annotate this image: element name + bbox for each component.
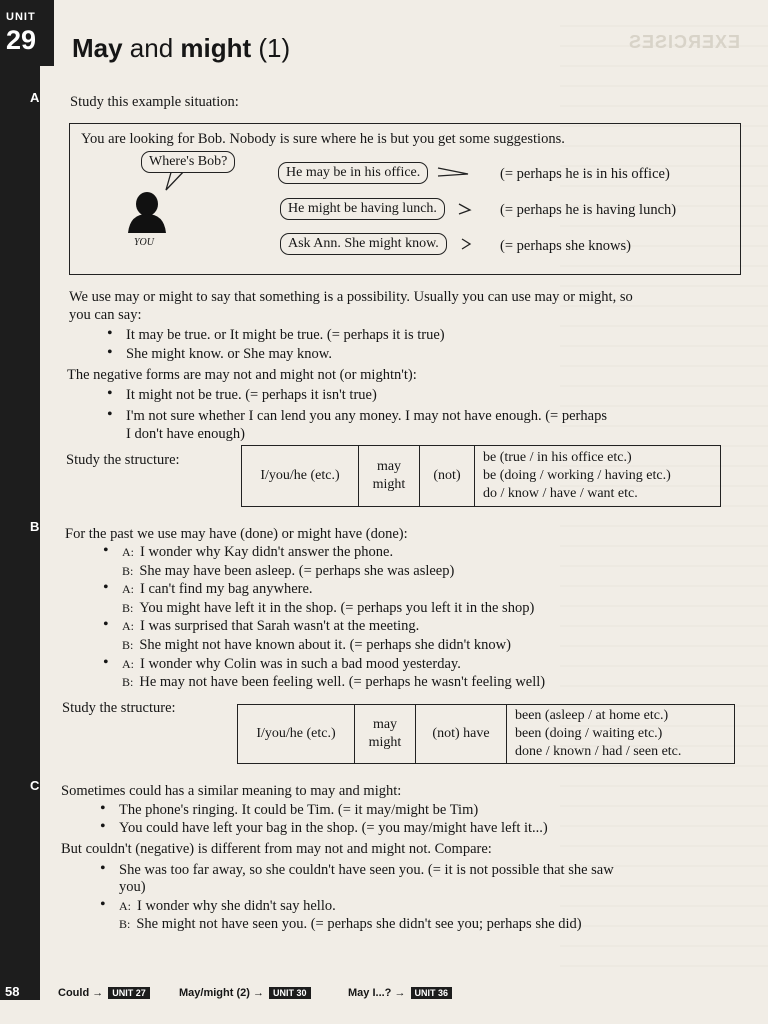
a-example-4-line2: I don't have enough)	[126, 426, 245, 442]
c-example-1: • The phone's ringing. It could be Tim. (= it may/might be Tim)	[119, 801, 478, 819]
section-b-intro: For the past we use may have (done) or might have (done):	[65, 526, 408, 542]
a-structure-label: Study the structure:	[66, 452, 180, 468]
title-and: and	[122, 33, 181, 63]
a-table-subject: I/you/he (etc.)	[242, 446, 359, 507]
person-silhouette-icon	[128, 192, 166, 233]
a-table-form-2: be (doing / working / having etc.)	[483, 468, 671, 483]
suggestion-bubble-2: He might be having lunch.	[280, 198, 445, 220]
c-example-3-line1: • She was too far away, so she couldn't have seen you. (= it is not possible that she saw	[119, 861, 614, 879]
a-example-3: • It might not be true. (= perhaps it isn't true)	[126, 386, 377, 404]
footer-link-may-i-text: May I...?	[348, 987, 392, 999]
c-example-3-line2: you)	[119, 879, 146, 895]
speaker-b-label: B:	[122, 638, 134, 652]
mirrored-exercises-heading: EXERCISES	[628, 32, 741, 52]
b-structure-label: Study the structure:	[62, 700, 176, 716]
b-dialogue-4-a	[122, 655, 461, 673]
you-label: YOU	[134, 237, 155, 248]
b-line-4b: He may not have been feeling well. (= perhaps he wasn't feeling well)	[139, 674, 546, 690]
b-table-may: may	[372, 717, 398, 732]
b-line-3b: She might not have known about it. (= perhaps she didn't know)	[139, 637, 511, 653]
speaker-a-label: A:	[122, 619, 134, 633]
c-compare-intro: But couldn't (negative) is different from may not and might not. Compare:	[61, 841, 492, 857]
section-a-marker: A	[30, 90, 40, 105]
section-b-marker: B	[30, 519, 40, 534]
suggestion-bubble-3: Ask Ann. She might know.	[280, 233, 447, 255]
footer-link-may-might-2[interactable]	[179, 987, 311, 999]
situation-text: You are looking for Bob. Nobody is sure where he is but you get some suggestions.	[81, 131, 565, 147]
b-table-not-have: (not) have	[416, 705, 507, 764]
a-table-not: (not)	[420, 446, 475, 507]
unit-number: 29	[6, 25, 37, 55]
a-example-4-line1: • I'm not sure whether I can lend you any money. I may not have enough. (= perhaps	[126, 407, 607, 425]
b-dialogue-1-b	[122, 562, 454, 580]
unit-badge: UNIT 36	[411, 987, 453, 999]
speaker-b-label: B:	[122, 675, 134, 689]
speaker-a-label: A:	[119, 899, 131, 913]
a-table-may: may	[376, 459, 402, 474]
speaker-a-label: A:	[122, 582, 134, 596]
a-structure-table	[241, 445, 721, 507]
b-line-2b: You might have left it in the shop. (= perhaps you left it in the shop)	[139, 600, 535, 616]
arrow-icon: →	[394, 987, 406, 999]
b-dialogue-4-b	[122, 673, 545, 691]
a-explanation-line2: you can say:	[69, 307, 142, 323]
b-dialogue-2-a	[122, 580, 313, 598]
unit-badge: UNIT 30	[269, 987, 311, 999]
title-may: May	[72, 33, 123, 63]
c-line-a: I wonder why she didn't say hello.	[137, 898, 336, 914]
b-line-2a: I can't find my bag anywhere.	[140, 581, 313, 597]
unit-word: UNIT	[6, 11, 36, 23]
question-bubble: Where's Bob?	[141, 151, 235, 173]
b-line-3a: I was surprised that Sarah wasn't at the meeting.	[140, 618, 420, 634]
gloss-2: (= perhaps he is having lunch)	[500, 202, 677, 218]
b-table-subject: I/you/he (etc.)	[238, 705, 355, 764]
b-structure-table	[237, 704, 735, 764]
footer-link-could[interactable]	[58, 987, 150, 999]
a-negative-intro: The negative forms are may not and might not (or mightn't):	[67, 367, 417, 383]
b-dialogue-2-b	[122, 599, 534, 617]
a-table-form-3: do / know / have / want etc.	[483, 486, 638, 501]
gloss-3: (= perhaps she knows)	[500, 238, 631, 254]
c-example-2: • You could have left your bag in the shop. (= you may/might have left it...)	[119, 819, 548, 837]
arrow-icon: →	[252, 987, 264, 999]
b-table-might: might	[368, 735, 402, 750]
b-table-modal	[355, 705, 416, 764]
footer-link-may-might-2-text: May/might (2)	[179, 987, 250, 999]
speaker-b-label: B:	[122, 601, 134, 615]
b-dialogue-3-b	[122, 636, 511, 654]
a-table-form-1: be (true / in his office etc.)	[483, 450, 632, 465]
footer-link-may-i[interactable]	[348, 987, 452, 999]
a-example-2: • She might know. or She may know.	[126, 345, 332, 363]
section-a-intro: Study this example situation:	[70, 94, 239, 110]
b-line-1b: She may have been asleep. (= perhaps she was asleep)	[139, 563, 455, 579]
section-c-intro: Sometimes could has a similar meaning to may and might:	[61, 783, 402, 799]
title-number: (1)	[251, 33, 291, 63]
c-line-b: She might not have seen you. (= perhaps she didn't see you; perhaps she did)	[136, 916, 582, 932]
section-c-marker: C	[30, 778, 40, 793]
b-table-form-3: done / known / had / seen etc.	[515, 744, 682, 759]
speaker-a-label: A:	[122, 545, 134, 559]
footer-link-could-text: Could	[58, 987, 90, 999]
b-table-form-2: been (doing / waiting etc.)	[515, 726, 663, 741]
a-table-modal	[359, 446, 420, 507]
page-number: 58	[5, 984, 20, 999]
title-might: might	[180, 33, 252, 63]
speaker-b-label: B:	[119, 917, 131, 931]
speaker-b-label: B:	[122, 564, 134, 578]
arrow-icon: →	[92, 987, 104, 999]
a-example-1: • It may be true. or It might be true. (= perhaps it is true)	[126, 326, 445, 344]
b-table-form-1: been (asleep / at home etc.)	[515, 708, 669, 723]
c-dialogue-a	[119, 897, 336, 915]
a-table-might: might	[372, 477, 406, 492]
b-table-verb-forms	[507, 705, 735, 764]
gloss-1: (= perhaps he is in his office)	[500, 166, 670, 182]
b-dialogue-3-a	[122, 617, 419, 635]
a-explanation-line1: We use may or might to say that something is a possibility. Usually you can use may or might, so	[69, 289, 633, 305]
b-line-4a: I wonder why Colin was in such a bad mood yesterday.	[140, 656, 461, 672]
b-line-1a: I wonder why Kay didn't answer the phone.	[140, 544, 394, 560]
a-table-verb-forms	[475, 446, 721, 507]
speaker-a-label: A:	[122, 657, 134, 671]
c-dialogue-b	[119, 915, 582, 933]
b-dialogue-1-a	[122, 543, 393, 561]
unit-badge: UNIT 27	[108, 987, 150, 999]
suggestion-bubble-1: He may be in his office.	[278, 162, 428, 184]
